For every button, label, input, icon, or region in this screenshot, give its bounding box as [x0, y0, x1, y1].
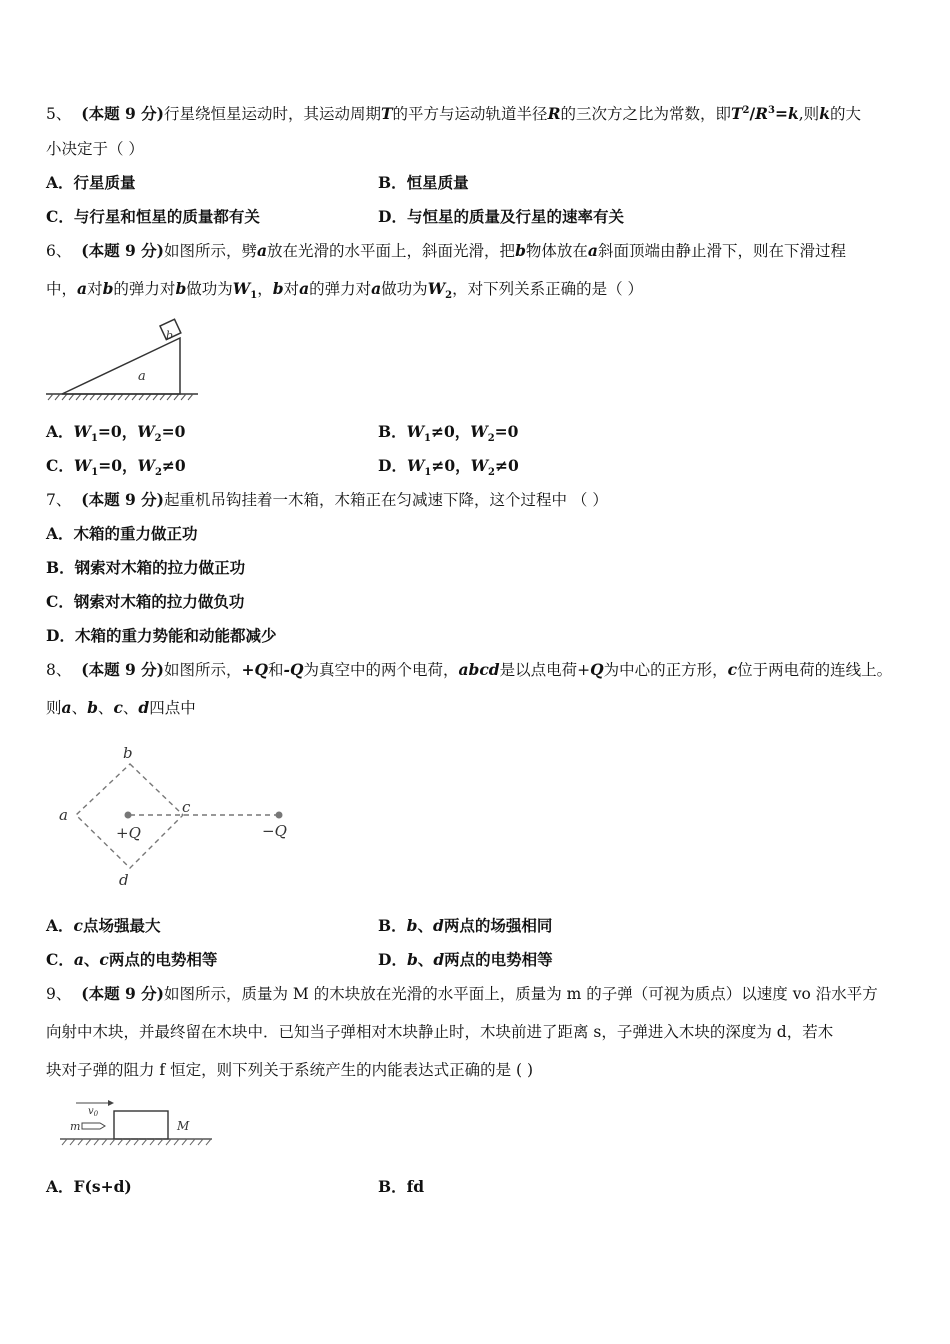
q6-l2-b: 对	[87, 280, 103, 298]
q6-oa-w1: W	[73, 422, 91, 441]
label-m: m	[70, 1120, 81, 1133]
q6-od-s2: 2	[488, 467, 496, 479]
label-d: d	[119, 871, 129, 889]
q5-symbol-k: k	[819, 104, 830, 124]
q6-oc-v2: ≠0	[161, 456, 186, 475]
q6-oa-s1: 1	[90, 433, 98, 445]
q8-line-1	[46, 659, 892, 681]
q6-W1: W	[232, 279, 251, 298]
q5-text-a: 行星绕恒星运动时，其运动周期	[163, 105, 381, 124]
plus-q-charge	[125, 812, 132, 819]
q9-text-1: 如图所示，质量为 M 的木块放在光滑的水平面上，质量为 m 的子弹（可视为质点）以速度 vo 沿水平方	[163, 985, 878, 1003]
q8-sep3: 、	[122, 699, 139, 717]
q5-formula-T: T	[730, 104, 743, 124]
q7-option-b: B．钢索对木箱的拉力做正功	[46, 558, 246, 577]
q9-line-2: 向射中木块，并最终留在木块中．已知当子弹相对木块静止时，木块前进了距离 s，子弹进入木块的深度为 d，若木	[46, 1023, 834, 1041]
wedge-figure	[46, 318, 206, 404]
q8-l1-b: 和	[268, 661, 284, 679]
q8-od-sep: 、	[417, 950, 434, 969]
block-M	[114, 1111, 168, 1139]
q8-plus-q: +Q	[241, 660, 268, 679]
q6-oc-s1: 1	[91, 467, 99, 479]
q8-pa: a	[61, 698, 72, 717]
q8-oc-t: 两点的电势相等	[108, 950, 218, 969]
q8-oa-t: 点场强最大	[82, 916, 161, 935]
q8-c: c	[727, 660, 738, 679]
q8-od-b: b	[406, 950, 418, 969]
q5-formula-R: R	[755, 104, 769, 124]
q6-od-v2: ≠0	[495, 456, 519, 475]
q6-sym-b1: b	[515, 241, 526, 260]
ground-hatch	[48, 394, 193, 400]
q9-number: 9、	[46, 985, 72, 1003]
q7-option-a: A．木箱的重力做正功	[46, 524, 198, 543]
q5-symbol-T: T	[381, 104, 393, 124]
q6-option-b	[378, 421, 518, 450]
q6-ob-w2: W	[470, 422, 488, 441]
q5-text-c: 的三次方之比为常数，即	[560, 105, 731, 124]
q6-ob-pre: B．	[378, 422, 407, 441]
q6-od-s1: 1	[424, 467, 432, 479]
label-plus-q: +Q	[116, 824, 141, 842]
q5-sup-3: 3	[768, 105, 776, 116]
q6-option-c	[46, 455, 186, 484]
q6-l2-c: 的弹力对	[113, 280, 176, 298]
bullet-block-figure	[60, 1096, 220, 1152]
q5-option-c: C．与行星和恒星的质量都有关	[46, 207, 260, 226]
q6-option-a	[46, 421, 185, 450]
minus-q-charge	[276, 812, 283, 819]
q6-ob-w1: W	[406, 422, 425, 441]
q6-l1-d: 斜面顶端由静止滑下，则在下滑过程	[597, 242, 846, 260]
q8-tag: (本题 9 分)	[81, 660, 164, 679]
q6-sym-b4: b	[272, 279, 284, 298]
label-v0	[88, 1106, 99, 1118]
q6-ob-s2: 2	[487, 433, 495, 445]
q8-l2-a: 则	[46, 699, 62, 717]
q7-number: 7、	[46, 491, 72, 509]
ground-hatch	[62, 1139, 211, 1145]
q8-option-b	[378, 915, 552, 937]
q6-oa-w2: W	[137, 422, 155, 441]
q8-oc-c: c	[99, 950, 109, 969]
q6-oa-pre: A．	[46, 422, 74, 441]
q8-oa-pre: A．	[46, 916, 74, 935]
q8-l1-f: 位于两电荷的连线上。	[737, 661, 893, 679]
q8-sep2: 、	[97, 699, 114, 717]
q6-od-v1: ≠0，	[431, 456, 471, 475]
q8-q: Q	[590, 660, 604, 679]
q9-line-3: 块对子弹的阻力 f 恒定，则下列关于系统产生的内能表达式正确的是 ( )	[46, 1061, 534, 1079]
q5-sup-2: 2	[742, 105, 750, 116]
q5-tag: (本题 9 分)	[81, 104, 164, 124]
q5-option-a: A．行星质量	[46, 173, 136, 192]
q6-l2-i: ，对下列关系正确的是（ ）	[452, 280, 644, 298]
q5-text-e: 的大	[829, 105, 861, 124]
q6-oc-s2: 2	[154, 467, 162, 479]
wedge-a	[62, 338, 180, 394]
q8-ob-d: d	[432, 916, 444, 935]
q6-sym-a4: a	[299, 279, 310, 298]
q7-tag: (本题 9 分)	[81, 490, 164, 509]
q6-l1-a: 如图所示，劈	[163, 242, 257, 260]
q6-oa-v1: =0，	[97, 422, 138, 441]
q5-symbol-R: R	[547, 104, 561, 124]
q8-od-t: 两点的电势相等	[444, 950, 553, 969]
q7-text: 起重机吊钩挂着一木箱，木箱正在匀减速下降，这个过程中 （ ）	[163, 491, 608, 509]
q9-line-1	[46, 983, 878, 1005]
q9-option-b: B．fd	[378, 1177, 425, 1196]
q6-ob-s1: 1	[424, 433, 431, 445]
q6-tag: (本题 9 分)	[81, 241, 164, 260]
q8-oa-c: c	[73, 916, 83, 935]
q8-ob-sep: 、	[417, 916, 433, 935]
q6-l2-a: 中，	[46, 280, 78, 298]
q6-oc-w1: W	[73, 456, 92, 475]
q6-oc-w2: W	[137, 456, 155, 475]
q5-eq-k: =k	[775, 104, 799, 124]
q8-pb: b	[87, 698, 98, 717]
q8-pc: c	[113, 698, 123, 717]
q6-sym-a5: a	[371, 279, 382, 298]
q8-od-d: d	[433, 950, 445, 969]
charges-figure	[55, 740, 305, 890]
q5-line-1	[46, 100, 861, 125]
q6-W2: W	[427, 279, 446, 298]
q8-option-a	[46, 915, 161, 937]
q6-od-w1: W	[406, 456, 425, 475]
label-a: a	[59, 806, 68, 824]
q8-ob-b: b	[406, 916, 418, 935]
q9-tag: (本题 9 分)	[81, 984, 164, 1003]
velocity-arrow-head	[108, 1100, 114, 1106]
q5-option-d: D．与恒星的质量及行星的速率有关	[378, 207, 624, 226]
q6-sym-a1: a	[257, 241, 268, 260]
q8-od-pre: D．	[378, 950, 407, 969]
label-b: b	[123, 744, 133, 762]
q8-minus-q: -Q	[283, 660, 304, 679]
q6-l2-e: ，	[257, 280, 273, 298]
label-b: b	[166, 329, 174, 342]
q6-od-pre: D．	[378, 456, 407, 475]
q5-number: 5、	[46, 105, 72, 124]
q6-oa-v2: =0	[161, 422, 186, 441]
q6-option-d	[378, 455, 519, 484]
q6-od-w2: W	[470, 456, 489, 475]
q6-oc-v1: =0，	[98, 456, 138, 475]
q6-sym-b3: b	[175, 279, 187, 298]
q9-option-a: A．F(s+d)	[46, 1177, 132, 1196]
q6-line-2	[46, 278, 643, 307]
q8-pd: d	[138, 698, 150, 717]
q6-ob-v1: ≠0，	[431, 422, 471, 441]
q8-l1-d: 是以点电荷+	[499, 661, 591, 679]
label-v0-sub: 0	[93, 1110, 99, 1118]
q8-l1-e: 为中心的正方形，	[603, 661, 728, 679]
q7-line-1	[46, 489, 608, 511]
q6-sym-a2: a	[587, 241, 598, 260]
q8-oc-pre: C．	[46, 950, 74, 969]
q6-W2-sub: 2	[445, 290, 453, 302]
q6-oa-s2: 2	[154, 433, 162, 445]
label-M: M	[177, 1119, 190, 1133]
q8-ob-pre: B．	[378, 916, 407, 935]
q6-l2-h: 做功为	[381, 280, 428, 298]
q8-ob-t: 两点的场强相同	[443, 916, 553, 935]
label-a: a	[138, 369, 146, 384]
q6-l2-f: 对	[283, 280, 300, 298]
q5-option-b: B．恒星质量	[378, 173, 469, 192]
q8-l1-a: 如图所示，	[163, 661, 242, 679]
q8-l2-b: 四点中	[149, 699, 196, 717]
q8-oc-a: a	[73, 950, 84, 969]
q8-abcd: abcd	[458, 660, 500, 679]
q5-slash: /	[749, 104, 756, 124]
q6-l2-d: 做功为	[186, 280, 233, 298]
q8-oc-sep: 、	[83, 950, 100, 969]
q6-ob-v2: =0	[494, 422, 519, 441]
q6-line-1	[46, 240, 846, 262]
q7-option-c: C．钢索对木箱的拉力做负功	[46, 592, 245, 611]
label-minus-q: −Q	[262, 822, 287, 840]
q8-number: 8、	[46, 661, 72, 679]
bullet	[82, 1123, 105, 1129]
q6-oc-pre: C．	[46, 456, 74, 475]
q8-line-2	[46, 697, 196, 719]
label-c: c	[182, 798, 191, 816]
q6-sym-a3: a	[77, 279, 88, 298]
q6-number: 6、	[46, 242, 72, 260]
q8-sep1: 、	[71, 699, 88, 717]
q5-text-b: 的平方与运动轨道半径	[392, 105, 548, 124]
q6-l1-c: 物体放在	[525, 242, 588, 260]
q6-l1-b: 放在光滑的水平面上，斜面光滑，把	[267, 242, 516, 260]
q5-line-2: 小决定于（ ）	[46, 140, 144, 158]
q6-l2-g: 的弹力对	[309, 280, 372, 298]
q8-l1-c: 为真空中的两个电荷，	[303, 661, 459, 679]
label-v0-main: v	[88, 1106, 94, 1117]
q8-option-c	[46, 949, 217, 971]
q8-option-d	[378, 949, 553, 971]
q6-sym-b2: b	[102, 279, 114, 298]
q6-W1-sub: 1	[250, 290, 258, 302]
q5-text-d: ,则	[798, 105, 820, 124]
q7-option-d: D．木箱的重力势能和动能都减少	[46, 626, 277, 645]
